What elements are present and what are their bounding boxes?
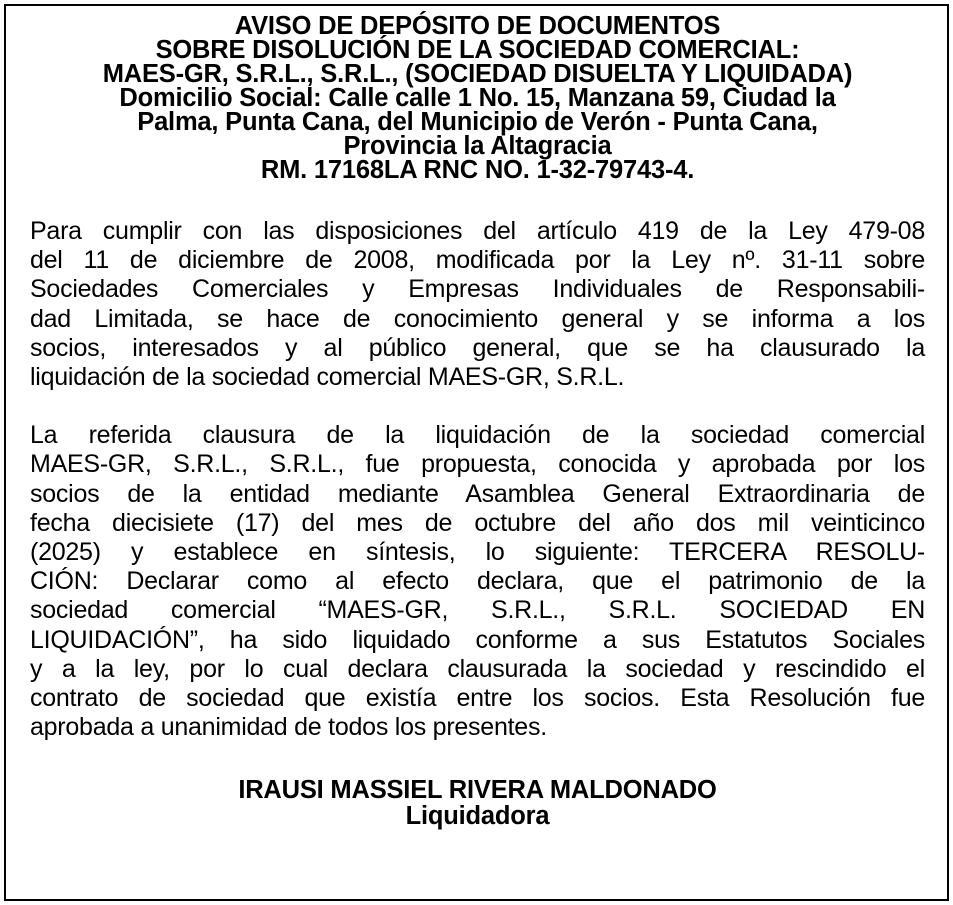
paragraph-line: sociedad comercial “MAES-GR, S.R.L., S.R.L. SOCIEDAD EN [30,596,925,625]
paragraph-line: MAES-GR, S.R.L., S.R.L., fue propuesta, conocida y aprobada por los [30,450,925,479]
header-registry-line: RM. 17168LA RNC NO. 1-32-79743-4. [260,156,695,184]
paragraph-line: Sociedades Comerciales y Empresas Individuales de Responsabili- [30,275,925,304]
notice-frame [4,4,949,901]
header-address-line-3: Provincia la Altagracia [343,132,612,160]
paragraph-line: Para cumplir con las disposiciones del artículo 419 de la Ley 479-08 [30,217,925,245]
paragraph-line: LIQUIDACIÓN”, ha sido liquidado conforme a sus Estatutos Sociales [30,625,925,654]
paragraph-line: del 11 de diciembre de 2008, modificada por la Ley nº. 31-11 sobre [30,246,925,275]
signature-block [30,777,925,829]
signatory-name: IRAUSI MASSIEL RIVERA MALDONADO [238,776,717,805]
paragraph-line: fecha diecisiete (17) del mes de octubre del año dos mil veinticinco [30,508,925,537]
header-address-line-1: Domicilio Social: Calle calle 1 No. 15, Manzana 59, Ciudad la [119,84,836,112]
paragraph-line: (2025) y establece en síntesis, lo siguiente: TERCERA RESOLU- [30,538,925,567]
paragraph-line: socios, interesados y al público general, que se ha clausurado la [30,333,925,362]
paragraph-line: y a la ley, por lo cual declara clausurada la sociedad y rescindido el [30,654,925,683]
paragraph-line: aprobada a unanimidad de todos los presentes. [30,713,547,742]
paragraph-line: socios de la entidad mediante Asamblea General Extraordinaria de [30,479,925,508]
header-company-line: MAES-GR, S.R.L., S.R.L., (SOCIEDAD DISUELTA Y LIQUIDADA) [102,60,853,88]
notice-paragraph-1 [30,217,925,392]
paragraph-line: liquidación de la sociedad comercial MAES-GR, S.R.L. [30,363,625,392]
notice-paragraph-2 [30,421,925,742]
notice-header [30,14,925,182]
notice-content [30,14,925,829]
paragraph-line: dad Limitada, se hace de conocimiento general y se informa a los [30,304,925,333]
paragraph-line: La referida clausura de la liquidación de la sociedad comercial [30,421,925,450]
header-address-line-2: Palma, Punta Cana, del Municipio de Verón - Punta Cana, [137,108,818,136]
paragraph-line: contrato de sociedad que existía entre los socios. Esta Resolución fue [30,684,925,713]
paragraph-line: CIÓN: Declarar como al efecto declara, que el patrimonio de la [30,567,925,596]
header-subject-line: SOBRE DISOLUCIÓN DE LA SOCIEDAD COMERCIAL: [155,36,800,64]
header-title-line: AVISO DE DEPÓSITO DE DOCUMENTOS [234,12,721,40]
signatory-role: Liquidadora [405,802,550,831]
